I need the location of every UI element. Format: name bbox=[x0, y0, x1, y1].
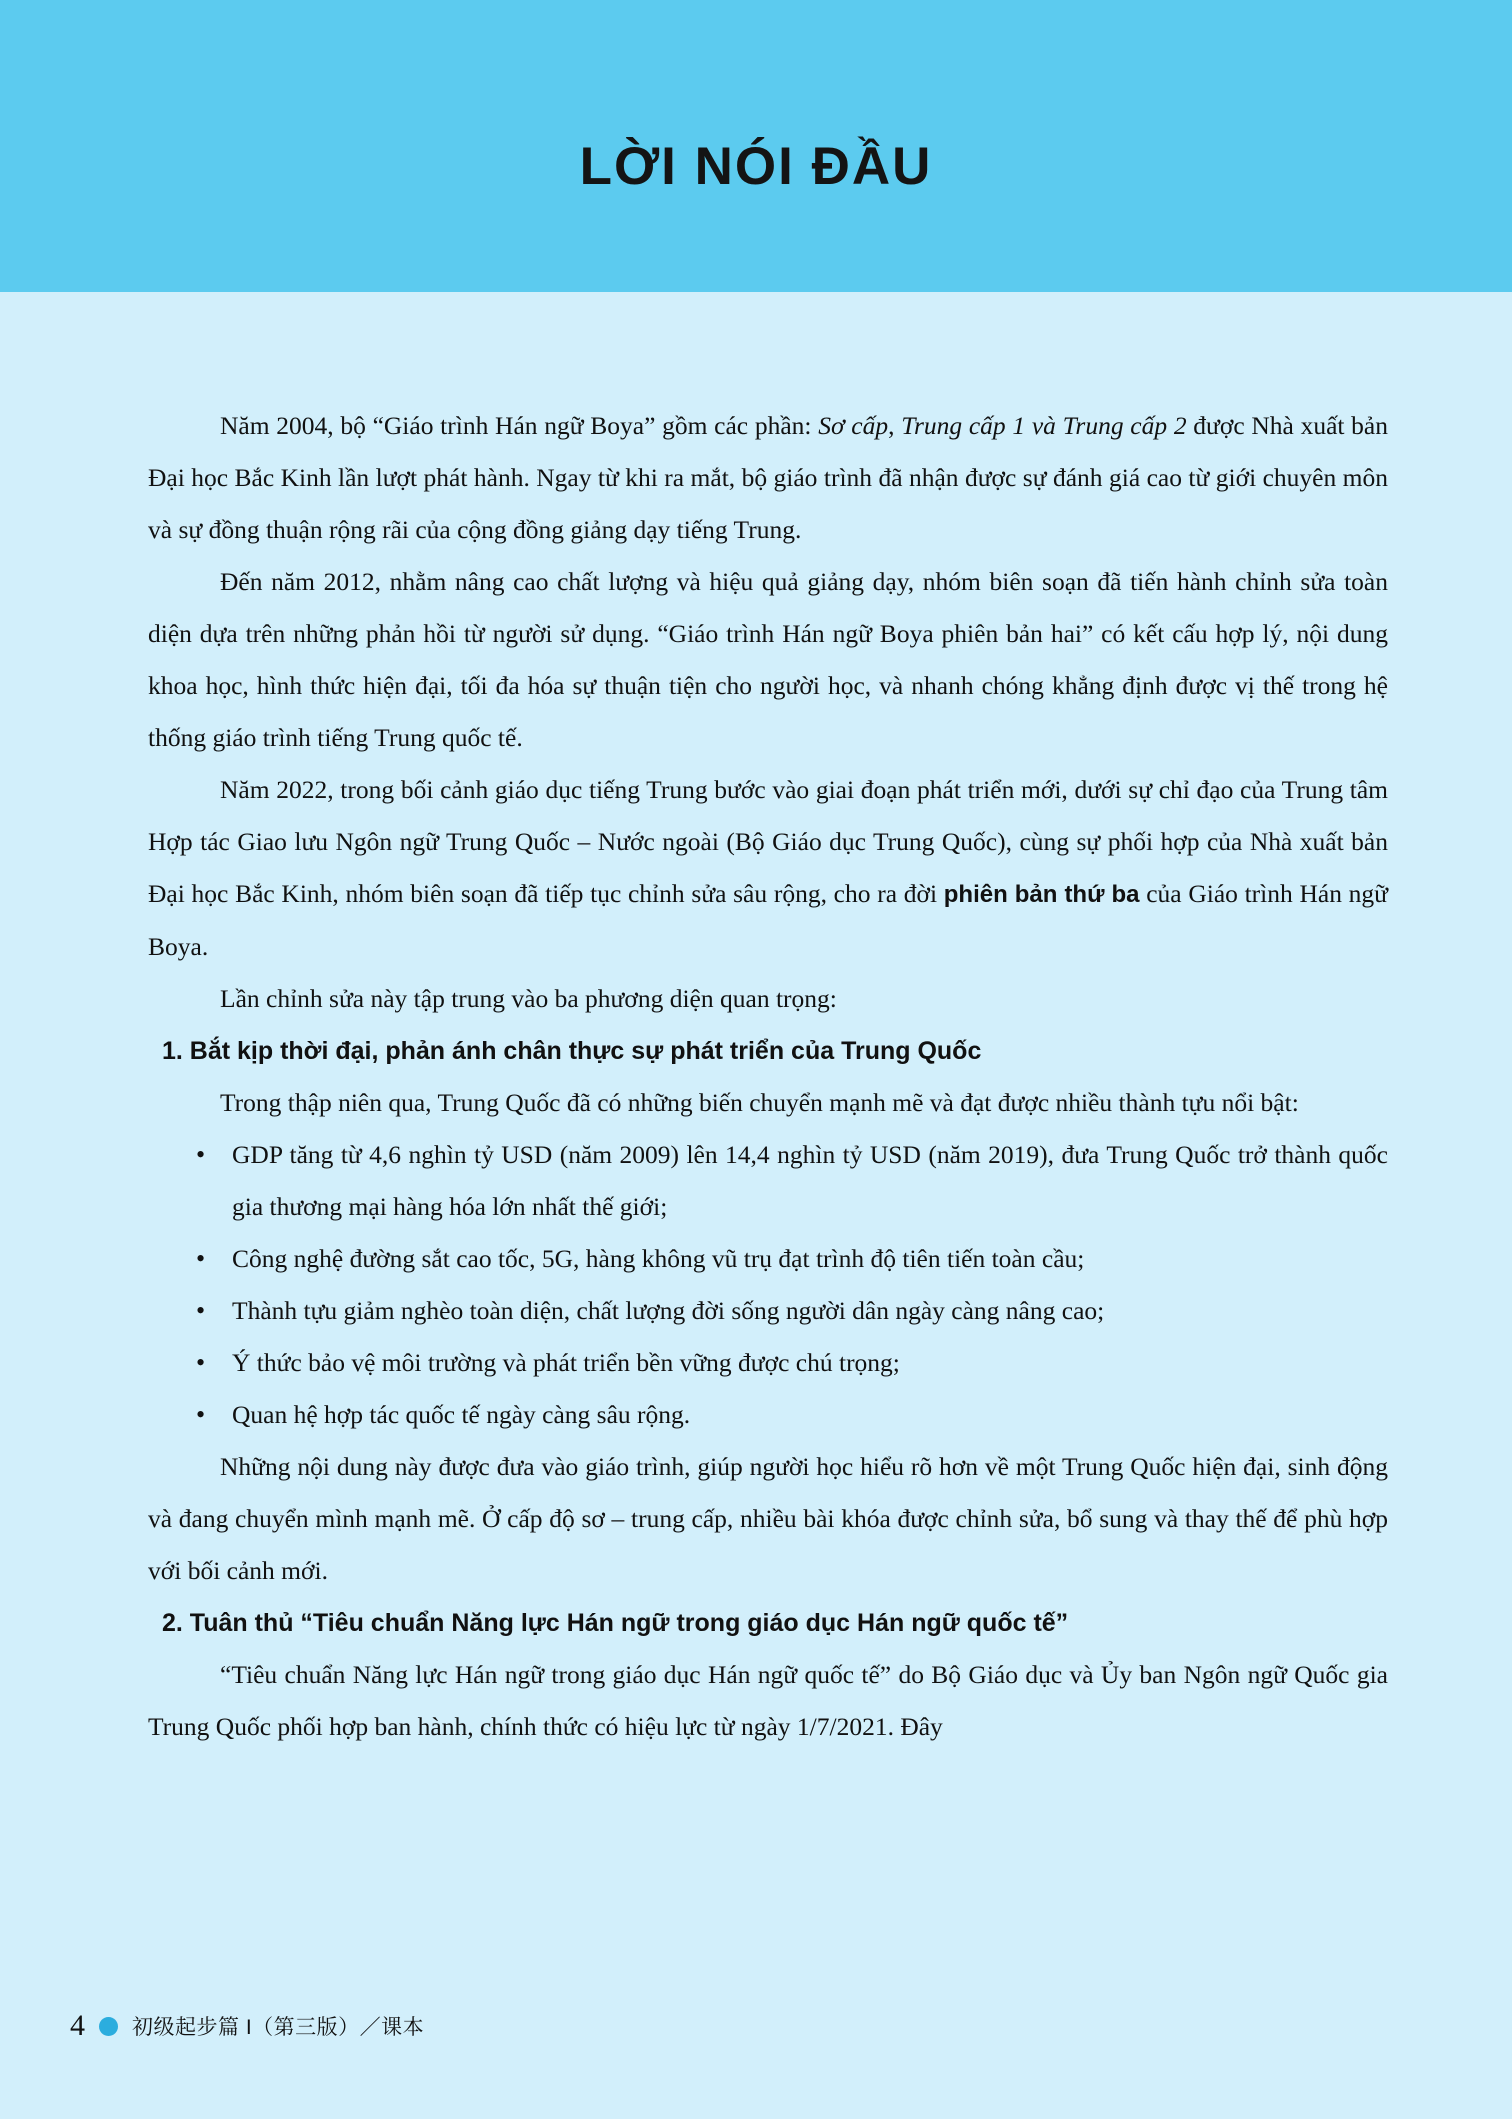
page-content bbox=[148, 400, 1388, 1753]
paragraph-1-text-c: được Nhà xuất bản Đại học Bắc Kinh lần lượt phát hành. Ngay từ khi ra mắt, bộ giáo trình đã nhận được sự đánh giá cao từ giới chuyên môn và sự đồng thuận rộng rãi của cộng đồng giảng dạy tiếng Trung. bbox=[148, 411, 1389, 544]
paragraph-4: Lần chỉnh sửa này tập trung vào ba phương diện quan trọng: bbox=[220, 984, 837, 1013]
paragraph-1-italic-2: Trung cấp 1 và Trung cấp 2 bbox=[901, 411, 1187, 440]
paragraph-1-italic-1: Sơ cấp bbox=[818, 411, 889, 440]
paragraph-6: Những nội dung này được đưa vào giáo trình, giúp người học hiểu rõ hơn về một Trung Quốc hiện đại, sinh động và đang chuyển mình mạnh mẽ. Ở cấp độ sơ – trung cấp, nhiều bài khóa được chỉnh sửa, bổ sung và thay thế để phù hợp với bối cảnh mới. bbox=[148, 1452, 1388, 1585]
list-item-text: GDP tăng từ 4,6 nghìn tỷ USD (năm 2009) lên 14,4 nghìn tỷ USD (năm 2019), đưa Trung Quốc trở thành quốc gia thương mại hàng hóa lớn nhất thế giới; bbox=[232, 1140, 1388, 1221]
paragraph-3-text-c: của Giáo trình Hán ngữ Boya. bbox=[148, 879, 1388, 961]
bullet-dot-icon: • bbox=[196, 1348, 206, 1377]
paragraph-3-text-a: Năm 2022, trong bối cảnh giáo dục tiếng Trung bước vào giai đoạn phát triển mới, dưới sự chỉ đạo của Trung tâm Hợp tác Giao lưu Ngôn ngữ Trung Quốc – Nước ngoài (Bộ Giáo dục Trung Quốc), cùng sự phối hợp của Nhà xuất bản Đại học Bắc Kinh, nhóm biên soạn đã tiếp tục chỉnh sửa sâu rộng, cho ra đời bbox=[148, 775, 1388, 908]
bullet-dot-icon: • bbox=[196, 1140, 206, 1169]
paragraph-1 bbox=[148, 400, 1388, 556]
bullet-dot-icon: • bbox=[196, 1400, 206, 1429]
list-item bbox=[148, 1337, 1388, 1389]
list-item bbox=[148, 1129, 1388, 1233]
list-item-text: Công nghệ đường sắt cao tốc, 5G, hàng không vũ trụ đạt trình độ tiên tiến toàn cầu; bbox=[232, 1244, 1085, 1273]
bullet-dot-icon: • bbox=[196, 1244, 206, 1273]
page-footer bbox=[70, 2009, 424, 2043]
paragraph-5: Trong thập niên qua, Trung Quốc đã có những biến chuyển mạnh mẽ và đạt được nhiều thành tựu nổi bật: bbox=[220, 1088, 1299, 1117]
page-header-band bbox=[0, 0, 1512, 292]
section-heading-1: 1. Bắt kịp thời đại, phản ánh chân thực sự phát triển của Trung Quốc bbox=[162, 1037, 982, 1065]
bullet-dot-icon: • bbox=[196, 1296, 206, 1325]
paragraph-1-text-b: , bbox=[888, 411, 902, 440]
paragraph-3 bbox=[148, 764, 1388, 973]
list-item bbox=[148, 1233, 1388, 1285]
paragraph-2: Đến năm 2012, nhằm nâng cao chất lượng và hiệu quả giảng dạy, nhóm biên soạn đã tiến hành chỉnh sửa toàn diện dựa trên những phản hồi từ người sử dụng. “Giáo trình Hán ngữ Boya phiên bản hai” có kết cấu hợp lý, nội dung khoa học, hình thức hiện đại, tối đa hóa sự thuận tiện cho người học, và nhanh chóng khẳng định được vị thế trong hệ thống giáo trình tiếng Trung quốc tế. bbox=[148, 567, 1388, 752]
bullet-list bbox=[148, 1129, 1388, 1441]
section-heading-2: 2. Tuân thủ “Tiêu chuẩn Năng lực Hán ngữ trong giáo dục Hán ngữ quốc tế” bbox=[162, 1609, 1069, 1637]
paragraph-7: “Tiêu chuẩn Năng lực Hán ngữ trong giáo dục Hán ngữ quốc tế” do Bộ Giáo dục và Ủy ban Ngôn ngữ Quốc gia Trung Quốc phối hợp ban hành, chính thức có hiệu lực từ ngày 1/7/2021. Đây bbox=[148, 1660, 1388, 1741]
footer-dot-icon bbox=[99, 2017, 118, 2036]
footer-page-number: 4 bbox=[70, 2009, 85, 2042]
paragraph-3-bold: phiên bản thứ ba bbox=[943, 881, 1140, 908]
list-item bbox=[148, 1285, 1388, 1337]
list-item-text: Ý thức bảo vệ môi trường và phát triển bền vững được chú trọng; bbox=[232, 1348, 900, 1377]
list-item-text: Quan hệ hợp tác quốc tế ngày càng sâu rộng. bbox=[232, 1400, 691, 1429]
footer-book-title: 初级起步篇 I（第三版）／课本 bbox=[132, 2016, 425, 2039]
list-item-text: Thành tựu giảm nghèo toàn diện, chất lượng đời sống người dân ngày càng nâng cao; bbox=[232, 1296, 1105, 1325]
page-title: LỜI NÓI ĐẦU bbox=[579, 136, 933, 196]
list-item bbox=[148, 1389, 1388, 1441]
paragraph-1-text-a: Năm 2004, bộ “Giáo trình Hán ngữ Boya” gồm các phần: bbox=[220, 411, 819, 440]
